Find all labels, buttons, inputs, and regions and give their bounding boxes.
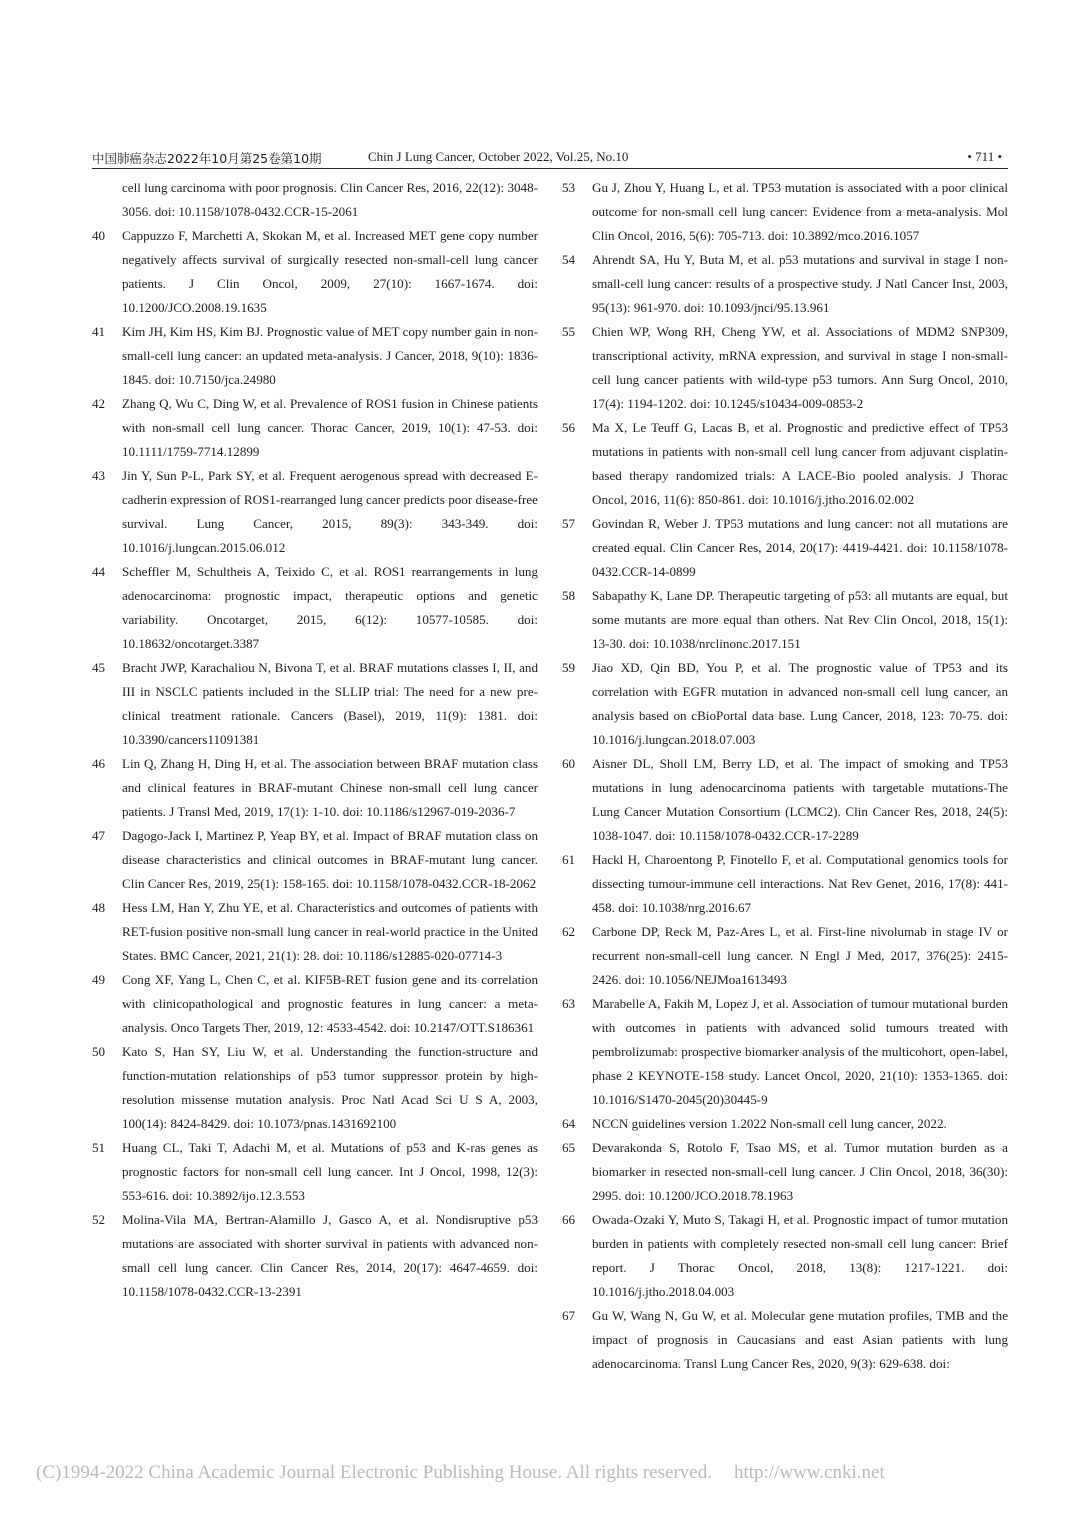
reference-text: Kato S, Han SY, Liu W, et al. Understanding the function-structure and function-mutation relationships of p53 tumor suppressor protein by high-resolution missense mutation analysis. Proc Natl Acad Sci U S A, 2003, 100(14): 8424-8429. doi: 10.1073/pnas.1431692100 xyxy=(122,1044,538,1131)
reference-number: 50 xyxy=(92,1044,106,1059)
reference-number: 62 xyxy=(562,924,576,939)
reference-number: 58 xyxy=(562,588,576,603)
reference-text: Aisner DL, Sholl LM, Berry LD, et al. The impact of smoking and TP53 mutations in lung adenocarcinoma patients with targetable mutations-The Lung Cancer Mutation Consortium (LCMC2). Clin Cancer Res, 2018, 24(5): 1038-1047. doi: 10.1158/1078-0432.CCR-17-2289 xyxy=(592,756,1008,843)
reference-item xyxy=(562,992,1008,1112)
reference-item xyxy=(92,1040,538,1136)
reference-number: 52 xyxy=(92,1212,106,1227)
reference-text: Dagogo-Jack I, Martinez P, Yeap BY, et al. Impact of BRAF mutation class on disease characteristics and clinical outcomes in BRAF-mutant lung cancer. Clin Cancer Res, 2019, 25(1): 158-165. doi: 10.1158/1078-0432.CCR-18-2062 xyxy=(122,828,538,891)
reference-item xyxy=(92,1208,538,1304)
reference-text: Cong XF, Yang L, Chen C, et al. KIF5B-RET fusion gene and its correlation with clinicopathological and prognostic features in lung cancer: a meta-analysis. Onco Targets Ther, 2019, 12: 4533-4542. doi: 10.2147/OTT.S186361 xyxy=(122,972,538,1035)
reference-number: 49 xyxy=(92,972,106,987)
reference-text: Hess LM, Han Y, Zhu YE, et al. Characteristics and outcomes of patients with RET-fusion positive non-small lung cancer in real-world practice in the United States. BMC Cancer, 2021, 21(1): 28. doi: 10.1186/s12885-020-07714-3 xyxy=(122,900,538,963)
journal-title-en: Chin J Lung Cancer, October 2022, Vol.25, No.10 xyxy=(368,149,629,164)
copyright-footer xyxy=(36,1462,1076,1484)
reference-text: Devarakonda S, Rotolo F, Tsao MS, et al. Tumor mutation burden as a biomarker in resected non-small-cell lung cancer. J Clin Oncol, 2018, 36(30): 2995. doi: 10.1200/JCO.2018.78.1963 xyxy=(592,1140,1008,1203)
reference-item xyxy=(562,512,1008,584)
reference-item xyxy=(562,920,1008,992)
reference-text: cell lung carcinoma with poor prognosis. Clin Cancer Res, 2016, 22(12): 3048-3056. doi: 10.1158/1078-0432.CCR-15-2061 xyxy=(122,180,538,219)
reference-item xyxy=(562,1112,1008,1136)
reference-text: Huang CL, Taki T, Adachi M, et al. Mutations of p53 and K-ras genes as prognostic factors for non-small cell lung cancer. Int J Oncol, 1998, 12(3): 553-616. doi: 10.3892/ijo.12.3.553 xyxy=(122,1140,538,1203)
reference-number: 43 xyxy=(92,468,106,483)
reference-number: 45 xyxy=(92,660,106,675)
reference-number: 56 xyxy=(562,420,576,435)
reference-text: Jin Y, Sun P-L, Park SY, et al. Frequent aerogenous spread with decreased E-cadherin expression of ROS1-rearranged lung cancer predicts poor disease-free survival. Lung Cancer, 2015, 89(3): 343-349. doi: 10.1016/j.lungcan.2015.06.012 xyxy=(122,468,538,555)
reference-number: 60 xyxy=(562,756,576,771)
reference-item xyxy=(92,752,538,824)
reference-text: Hackl H, Charoentong P, Finotello F, et al. Computational genomics tools for dissecting tumour-immune cell interactions. Nat Rev Genet, 2016, 17(8): 441-458. doi: 10.1038/nrg.2016.67 xyxy=(592,852,1008,915)
reference-number: 53 xyxy=(562,180,576,195)
reference-number: 41 xyxy=(92,324,106,339)
reference-item xyxy=(92,968,538,1040)
reference-text: Scheffler M, Schultheis A, Teixido C, et al. ROS1 rearrangements in lung adenocarcinoma: prognostic impact, therapeutic options and genetic variability. Oncotarget, 2015, 6(12): 10577-10585. doi: 10.18632/oncotarget.3387 xyxy=(122,564,538,651)
reference-item xyxy=(92,560,538,656)
reference-item xyxy=(562,584,1008,656)
reference-item xyxy=(92,824,538,896)
reference-text: Owada-Ozaki Y, Muto S, Takagi H, et al. Prognostic impact of tumor mutation burden in patients with completely resected non-small cell lung cancer: Brief report. J Thorac Oncol, 2018, 13(8): 1217-1221. doi: 10.1016/j.jtho.2018.04.003 xyxy=(592,1212,1008,1299)
reference-number: 47 xyxy=(92,828,106,843)
reference-item xyxy=(562,320,1008,416)
reference-number: 55 xyxy=(562,324,576,339)
reference-item xyxy=(562,248,1008,320)
reference-column-left xyxy=(92,176,538,1304)
reference-number: 67 xyxy=(562,1308,576,1323)
cnki-url: http://www.cnki.net xyxy=(733,1462,885,1483)
reference-item xyxy=(92,320,538,392)
reference-item xyxy=(92,896,538,968)
reference-text: Zhang Q, Wu C, Ding W, et al. Prevalence of ROS1 fusion in Chinese patients with non-small cell lung cancer. Thorac Cancer, 2019, 10(1): 47-53. doi: 10.1111/1759-7714.12899 xyxy=(122,396,538,459)
page-number: • 711 • xyxy=(967,149,1002,164)
reference-number: 59 xyxy=(562,660,576,675)
reference-text: Bracht JWP, Karachaliou N, Bivona T, et al. BRAF mutations classes I, II, and III in NSCLC patients included in the SLLIP trial: The need for a new pre-clinical treatment rationale. Cancers (Basel), 2019, 11(9): 1381. doi: 10.3390/cancers11091381 xyxy=(122,660,538,747)
reference-text: Govindan R, Weber J. TP53 mutations and lung cancer: not all mutations are created equal. Clin Cancer Res, 2014, 20(17): 4419-4421. doi: 10.1158/1078-0432.CCR-14-0899 xyxy=(592,516,1008,579)
reference-text: Gu W, Wang N, Gu W, et al. Molecular gene mutation profiles, TMB and the impact of prognosis in Caucasians and east Asian patients with lung adenocarcinoma. Transl Lung Cancer Res, 2020, 9(3): 629-638. doi: xyxy=(592,1308,1008,1371)
reference-item xyxy=(92,176,538,224)
reference-item xyxy=(562,656,1008,752)
reference-text: Chien WP, Wong RH, Cheng YW, et al. Associations of MDM2 SNP309, transcriptional activity, mRNA expression, and survival in stage I non-small-cell lung cancer patients with wild-type p53 tumors. Ann Surg Oncol, 2010, 17(4): 1194-1202. doi: 10.1245/s10434-009-0853-2 xyxy=(592,324,1008,411)
reference-number: 48 xyxy=(92,900,106,915)
reference-text: Kim JH, Kim HS, Kim BJ. Prognostic value of MET copy number gain in non-small-cell lung cancer: an updated meta-analysis. J Cancer, 2018, 9(10): 1836-1845. doi: 10.7150/jca.24980 xyxy=(122,324,538,387)
reference-number: 54 xyxy=(562,252,576,267)
reference-text: Jiao XD, Qin BD, You P, et al. The prognostic value of TP53 and its correlation with EGFR mutation in advanced non-small cell lung cancer, an analysis based on cBioPortal data base. Lung Cancer, 2018, 123: 70-75. doi: 10.1016/j.lungcan.2018.07.003 xyxy=(592,660,1008,747)
reference-number: 63 xyxy=(562,996,576,1011)
reference-item xyxy=(562,1208,1008,1304)
reference-text: Ma X, Le Teuff G, Lacas B, et al. Prognostic and predictive effect of TP53 mutations in patients with non-small cell lung cancer from adjuvant cisplatin-based therapy randomized trials: A LACE-Bio pooled analysis. J Thorac Oncol, 2016, 11(6): 850-861. doi: 10.1016/j.jtho.2016.02.002 xyxy=(592,420,1008,507)
reference-text: NCCN guidelines version 1.2022 Non-small cell lung cancer, 2022. xyxy=(592,1116,947,1131)
reference-number: 51 xyxy=(92,1140,106,1155)
journal-title-cn: 中国肺癌杂志2022年10月第25卷第10期 xyxy=(92,151,322,166)
reference-item xyxy=(562,416,1008,512)
reference-item xyxy=(92,392,538,464)
reference-number: 42 xyxy=(92,396,106,411)
reference-text: Lin Q, Zhang H, Ding H, et al. The association between BRAF mutation class and clinical features in BRAF-mutant Chinese non-small cell lung cancer patients. J Transl Med, 2019, 17(1): 1-10. doi: 10.1186/s12967-019-2036-7 xyxy=(122,756,538,819)
reference-text: Ahrendt SA, Hu Y, Buta M, et al. p53 mutations and survival in stage I non-small-cell lung cancer: results of a prospective study. J Natl Cancer Inst, 2003, 95(13): 961-970. doi: 10.1093/jnci/95.13.961 xyxy=(592,252,1008,315)
reference-number: 65 xyxy=(562,1140,576,1155)
reference-item xyxy=(562,1304,1008,1376)
running-header xyxy=(92,146,1008,169)
reference-number: 61 xyxy=(562,852,576,867)
reference-number: 57 xyxy=(562,516,576,531)
reference-item xyxy=(92,656,538,752)
reference-text: Molina-Vila MA, Bertran-Alamillo J, Gasco A, et al. Nondisruptive p53 mutations are associated with shorter survival in patients with advanced non-small cell lung cancer. Clin Cancer Res, 2014, 20(17): 4647-4659. doi: 10.1158/1078-0432.CCR-13-2391 xyxy=(122,1212,538,1299)
reference-number: 44 xyxy=(92,564,106,579)
reference-text: Gu J, Zhou Y, Huang L, et al. TP53 mutation is associated with a poor clinical outcome for non-small cell lung cancer: Evidence from a meta-analysis. Mol Clin Oncol, 2016, 5(6): 705-713. doi: 10.3892/mco.2016.1057 xyxy=(592,180,1008,243)
reference-item xyxy=(562,176,1008,248)
copyright-text: (C)1994-2022 China Academic Journal Electronic Publishing House. All rights reserved. xyxy=(36,1462,712,1483)
reference-item xyxy=(92,464,538,560)
reference-item xyxy=(92,1136,538,1208)
reference-number: 40 xyxy=(92,228,106,243)
reference-item xyxy=(92,224,538,320)
reference-number: 64 xyxy=(562,1116,576,1131)
reference-item xyxy=(562,1136,1008,1208)
reference-text: Marabelle A, Fakih M, Lopez J, et al. Association of tumour mutational burden with outcomes in patients with advanced solid tumours treated with pembrolizumab: prospective biomarker analysis of the multicohort, open-label, phase 2 KEYNOTE-158 study. Lancet Oncol, 2020, 21(10): 1353-1365. doi: 10.1016/S1470-2045(20)30445-9 xyxy=(592,996,1008,1107)
reference-text: Carbone DP, Reck M, Paz-Ares L, et al. First-line nivolumab in stage IV or recurrent non-small-cell lung cancer. N Engl J Med, 2017, 376(25): 2415-2426. doi: 10.1056/NEJMoa1613493 xyxy=(592,924,1008,987)
reference-number: 46 xyxy=(92,756,106,771)
reference-text: Sabapathy K, Lane DP. Therapeutic targeting of p53: all mutants are equal, but some mutants are more equal than others. Nat Rev Clin Oncol, 2018, 15(1): 13-30. doi: 10.1038/nrclinonc.2017.151 xyxy=(592,588,1008,651)
reference-number: 66 xyxy=(562,1212,576,1227)
reference-item xyxy=(562,752,1008,848)
reference-column-right xyxy=(562,176,1008,1376)
reference-text: Cappuzzo F, Marchetti A, Skokan M, et al. Increased MET gene copy number negatively affects survival of surgically resected non-small-cell lung cancer patients. J Clin Oncol, 2009, 27(10): 1667-1674. doi: 10.1200/JCO.2008.19.1635 xyxy=(122,228,538,315)
reference-item xyxy=(562,848,1008,920)
